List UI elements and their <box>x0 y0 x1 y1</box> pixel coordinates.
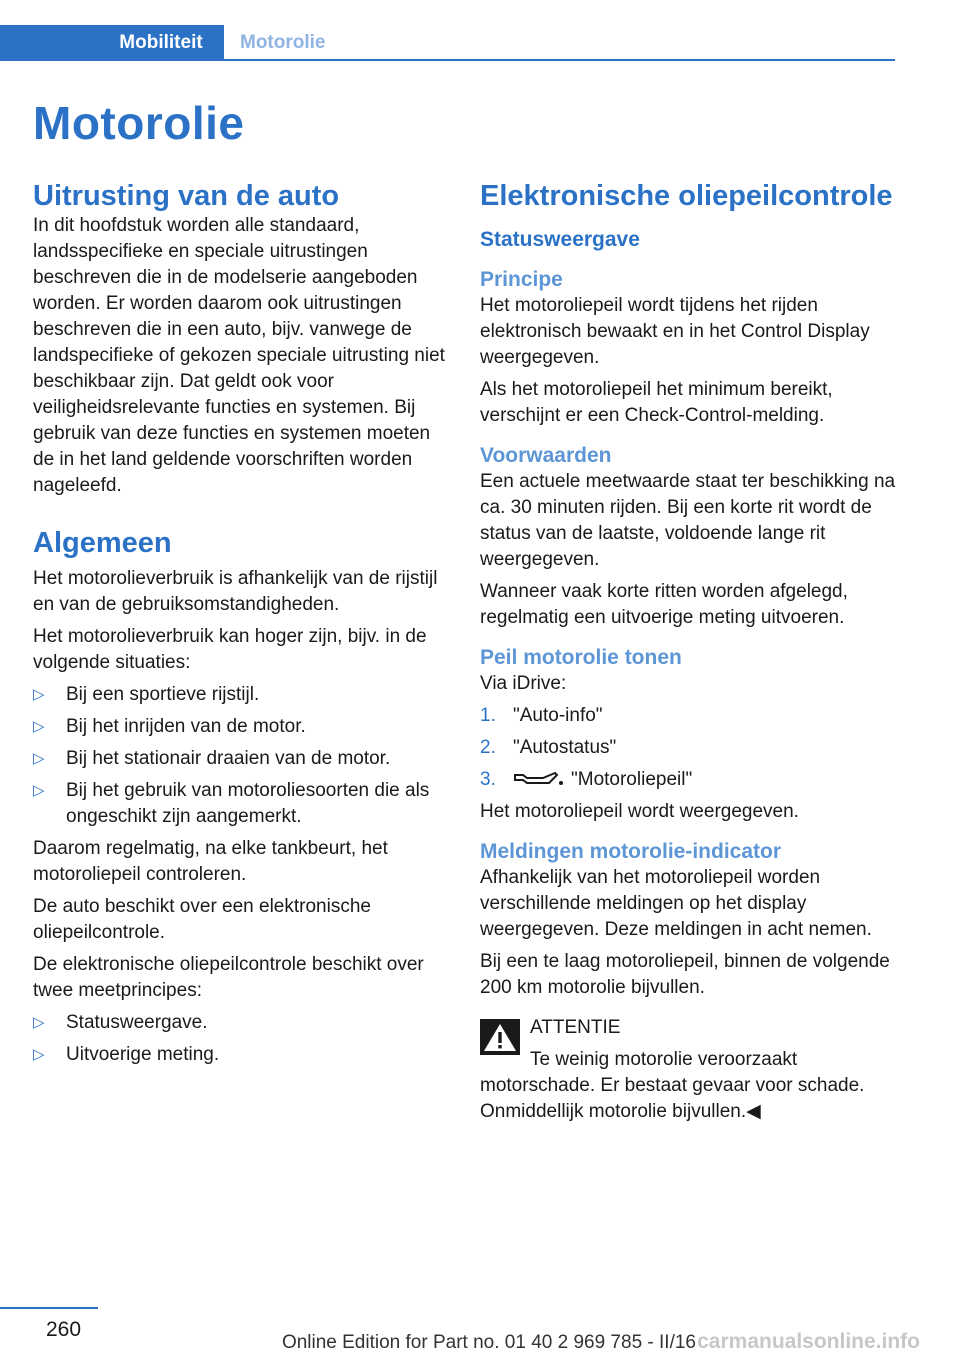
paragraph: Wanneer vaak korte ritten worden afgelegd, regelmatig een uitvoerige meting uitvoeren. <box>480 581 848 628</box>
watermark: carmanualsonline.info <box>697 1330 920 1353</box>
paragraph: Het motoroliepeil wordt tijdens het rijden elektronisch bewaakt en in het Control Display weergegeven. <box>480 295 870 368</box>
list-item: ▷ Bij het stationair draaien van de motor. <box>33 746 451 772</box>
list-item: ▷ Bij het inrijden van de motor. <box>33 714 451 740</box>
paragraph: De elektronische oliepeilcontrole beschikt over twee meetprincipes: <box>33 954 424 1001</box>
list-item: 2. "Autostatus" <box>480 737 617 758</box>
triangle-bullet-icon: ▷ <box>33 1046 45 1063</box>
tab-motorolie[interactable]: Motorolie <box>240 32 326 53</box>
section-title-algemeen: Algemeen <box>33 527 172 559</box>
list-item: 3. "Motoroliepeil" <box>480 769 693 790</box>
triangle-bullet-icon: ▷ <box>33 1014 45 1031</box>
subsection-title-statusweergave: Statusweergave <box>480 228 640 251</box>
subheading-peil-tonen: Peil motorolie tonen <box>480 646 682 669</box>
subheading-principe: Principe <box>480 268 563 291</box>
triangle-bullet-icon: ▷ <box>33 782 45 799</box>
warning-box <box>480 1015 900 1041</box>
steps-list <box>480 703 900 793</box>
header-accent <box>0 25 98 61</box>
paragraph: Afhankelijk van het motoroliepeil worden verschillende meldingen op het display weergegeven. Deze meldingen in acht nemen. <box>480 867 872 940</box>
triangle-bullet-icon: ▷ <box>33 686 45 703</box>
subheading-voorwaarden: Voorwaarden <box>480 444 612 467</box>
right-column <box>480 180 900 1125</box>
chapter-header <box>0 25 895 61</box>
paragraph: De auto beschikt over een elektronische oliepeilcontrole. <box>33 896 371 943</box>
list-item: ▷ Statusweergave. <box>33 1010 451 1036</box>
footer-rule <box>0 1307 98 1309</box>
tab-mobiliteit[interactable]: Mobiliteit <box>98 25 224 61</box>
paragraph: Het motorolieverbruik kan hoger zijn, bijv. in de volgende situaties: <box>33 626 427 673</box>
paragraph: In dit hoofdstuk worden alle standaard, landsspecifieke en speciale uitrustingen beschreven die in de modelserie aangeboden worden. Er worden daarom ook uitrustingen beschreven die in een auto, bijv. vanwege de landspecifieke of gekozen speciale uitrusting niet beschikbaar zijn. Dat geldt ook voor veiligheidsrelevante functies en systemen. Bij gebruik van deze functies en systemen moeten de in het land geldende voorschriften worden nageleefd. <box>33 215 445 496</box>
triangle-bullet-icon: ▷ <box>33 718 45 735</box>
list-item: ▷ Bij het gebruik van motoroliesoorten die als ongeschikt zijn aangemerkt. <box>33 780 430 827</box>
warning-triangle-icon <box>480 1019 520 1055</box>
triangle-bullet-icon: ▷ <box>33 750 45 767</box>
list-item: 1. "Auto-info" <box>480 705 603 726</box>
warning-text: Te weinig motorolie veroorzaakt motorschade. Er bestaat gevaar voor schade. Onmiddellijk motorolie bijvullen.◀ <box>480 1049 865 1122</box>
paragraph: Bij een te laag motoroliepeil, binnen de volgende 200 km motorolie bijvullen. <box>480 951 890 998</box>
subheading-meldingen: Meldingen motorolie-indicator <box>480 840 782 863</box>
section-title-oliepeilcontrole: Elektronische oliepeilcontrole <box>480 180 893 212</box>
paragraph: Een actuele meetwaarde staat ter beschikking na ca. 30 minuten rijden. Bij een korte rit wordt de status van de laatste, voldoende lange rit weergegeven. <box>480 471 896 570</box>
paragraph: Als het motoroliepeil het minimum bereikt, verschijnt er een Check-Control-melding. <box>480 379 833 426</box>
edition-note: Online Edition for Part no. 01 40 2 969 785 - II/16 <box>281 1332 696 1353</box>
section-title-uitrusting: Uitrusting van de auto <box>33 180 340 212</box>
bullet-list <box>33 1010 451 1068</box>
paragraph: Het motoroliepeil wordt weergegeven. <box>480 801 799 822</box>
bullet-list <box>33 682 451 830</box>
list-item: ▷ Uitvoerige meting. <box>33 1042 451 1068</box>
page-title: Motorolie <box>33 97 245 149</box>
header-rule <box>0 59 895 61</box>
page-number: 260 <box>46 1318 82 1341</box>
paragraph: Daarom regelmatig, na elke tankbeurt, het motoroliepeil controleren. <box>33 838 388 885</box>
paragraph: Via iDrive: <box>480 673 567 694</box>
paragraph: Het motorolieverbruik is afhankelijk van de rijstijl en van de gebruiksomstandigheden. <box>33 568 438 615</box>
oil-can-icon <box>513 769 565 789</box>
list-item: ▷ Bij een sportieve rijstijl. <box>33 682 451 708</box>
left-column <box>33 180 451 1074</box>
warning-label: ATTENTIE <box>530 1017 621 1038</box>
